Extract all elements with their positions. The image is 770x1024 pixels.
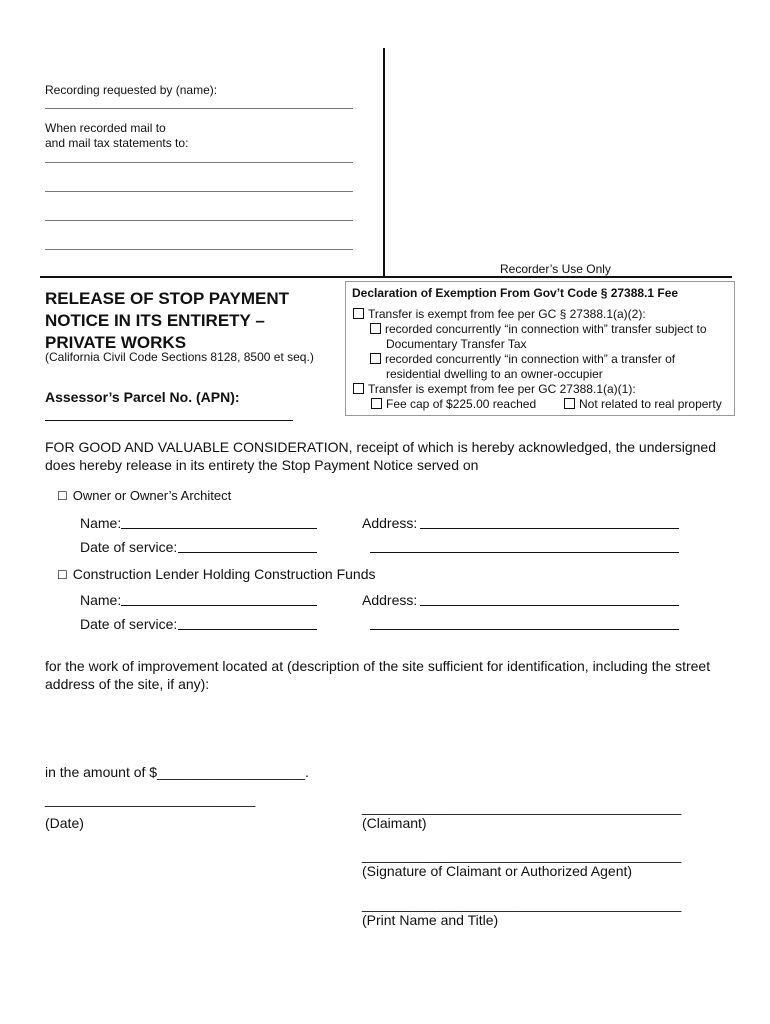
mail-to-field-4[interactable]: [45, 249, 353, 250]
owner-address-label: Address:: [362, 515, 418, 531]
exempt-a1-option[interactable]: [353, 382, 636, 397]
lender-date-of-service-field[interactable]: [178, 629, 317, 630]
lender-name-label: Name:: [80, 592, 122, 608]
lender-option[interactable]: [57, 565, 376, 584]
recorders-use-label: Recorder’s Use Only: [500, 262, 611, 276]
owner-option[interactable]: [57, 488, 231, 504]
owner-name-label: Name:: [80, 515, 122, 531]
lender-checkbox[interactable]: ☐: [57, 568, 68, 582]
consideration-line-2: does hereby release in its entirety the Stop Payment Notice served on: [45, 457, 479, 473]
exempt-a1-label: Transfer is exempt from fee per GC 27388.1(a)(1):: [368, 382, 636, 396]
fee-exemption-box: [345, 281, 735, 416]
authorized-signature-label: (Signature of Claimant or Authorized Agent): [362, 863, 633, 879]
mail-to-label-line1: When recorded mail to: [45, 121, 166, 135]
exemption-heading: Declaration of Exemption From Gov’t Code § 27388.1 Fee: [352, 286, 679, 300]
owner-name-field[interactable]: [121, 528, 317, 529]
title-line-3: PRIVATE WORKS: [45, 333, 187, 352]
owner-option-label: Owner or Owner’s Architect: [72, 488, 232, 503]
header-rule: [40, 276, 732, 278]
apn-label: Assessor’s Parcel No. (APN):: [45, 389, 240, 405]
owner-date-of-service-label: Date of service:: [80, 539, 178, 555]
mail-to-field-2[interactable]: [45, 191, 353, 192]
owner-checkbox[interactable]: ☐: [57, 489, 68, 503]
exempt-a2-option[interactable]: [353, 307, 646, 322]
fee-cap-label: Fee cap of $225.00 reached: [386, 397, 537, 411]
exempt-a2-checkbox[interactable]: [353, 308, 364, 319]
lender-name-field[interactable]: [121, 605, 317, 606]
lender-address-label: Address:: [362, 592, 418, 608]
fee-cap-checkbox[interactable]: [371, 398, 382, 409]
mail-to-field-1[interactable]: [45, 162, 353, 163]
amount-field[interactable]: in the amount of $___________________.: [45, 764, 309, 780]
concurrent-owner-option[interactable]: [370, 352, 675, 367]
apn-field[interactable]: [45, 420, 293, 421]
recording-name-field[interactable]: [45, 108, 353, 109]
claimant-signature-line[interactable]: _________________________________________: [362, 799, 682, 815]
concurrent-dtt-option[interactable]: [370, 322, 707, 337]
mail-to-label-line2: and mail tax statements to:: [45, 136, 189, 150]
date-signature-line[interactable]: ___________________________: [45, 791, 256, 807]
concurrent-owner-checkbox[interactable]: [370, 353, 381, 364]
concurrent-dtt-label-cont: Documentary Transfer Tax: [386, 337, 527, 351]
owner-address-field[interactable]: [420, 528, 679, 529]
concurrent-owner-label: recorded concurrently “in connection with” a transfer of: [385, 352, 676, 366]
owner-date-of-service-field[interactable]: [178, 552, 317, 553]
site-description-area[interactable]: [45, 696, 725, 756]
work-description-line-1: for the work of improvement located at (description of the site sufficient for identification, including the street: [45, 658, 711, 674]
lender-date-of-service-label: Date of service:: [80, 616, 178, 632]
lender-address-field[interactable]: [420, 605, 679, 606]
lender-option-label: Construction Lender Holding Construction Funds: [72, 566, 376, 582]
print-name-line[interactable]: _________________________________________: [362, 896, 682, 912]
statute-citation: (California Civil Code Sections 8128, 8500 et seq.): [45, 350, 314, 364]
mail-to-field-3[interactable]: [45, 220, 353, 221]
fee-cap-option[interactable]: [371, 397, 536, 412]
document-title: [45, 288, 335, 354]
not-real-property-option[interactable]: [564, 397, 722, 412]
recording-requested-label: Recording requested by (name):: [45, 83, 218, 97]
exempt-a1-checkbox[interactable]: [353, 383, 364, 394]
recorder-area-divider: [383, 48, 385, 278]
concurrent-dtt-checkbox[interactable]: [370, 323, 381, 334]
concurrent-dtt-label: recorded concurrently “in connection with” transfer subject to: [385, 322, 707, 336]
concurrent-owner-label-cont: residential dwelling to an owner-occupier: [386, 367, 603, 381]
title-line-1: RELEASE OF STOP PAYMENT: [45, 289, 290, 308]
not-real-property-label: Not related to real property: [579, 397, 722, 411]
authorized-signature-line[interactable]: _________________________________________: [362, 847, 682, 863]
print-name-label: (Print Name and Title): [362, 912, 499, 928]
work-description-line-2: address of the site, if any):: [45, 676, 210, 692]
claimant-label: (Claimant): [362, 815, 427, 831]
exempt-a2-label: Transfer is exempt from fee per GC § 27388.1(a)(2):: [368, 307, 646, 321]
date-label: (Date): [45, 815, 84, 831]
not-real-property-checkbox[interactable]: [564, 398, 575, 409]
consideration-line-1: FOR GOOD AND VALUABLE CONSIDERATION, receipt of which is hereby acknowledged, the undersigned: [45, 439, 716, 455]
lender-address-field-line-2[interactable]: [370, 629, 679, 630]
owner-address-field-line-2[interactable]: [370, 552, 679, 553]
title-line-2: NOTICE IN ITS ENTIRETY –: [45, 311, 265, 330]
